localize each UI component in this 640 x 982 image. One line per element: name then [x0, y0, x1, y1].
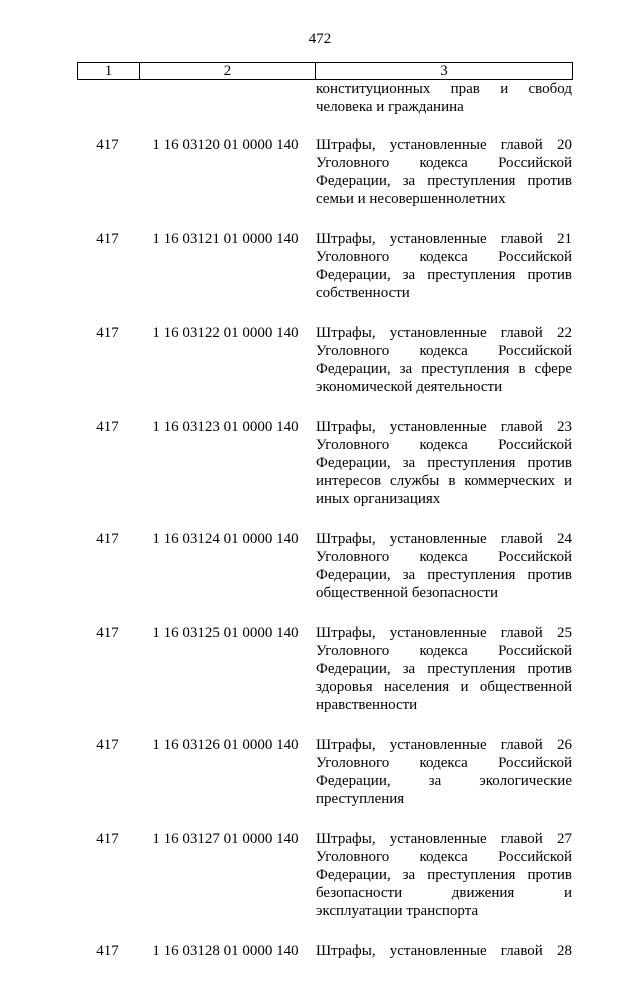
text-line: экономической деятельности — [316, 379, 503, 395]
text-line: эксплуатации транспорта — [316, 903, 479, 919]
kbk-code-cell: 1 16 03126 01 0000 140 — [152, 737, 299, 753]
word: Российской — [498, 155, 572, 171]
word: Российской — [498, 849, 572, 865]
admin-code-cell: 417 — [96, 531, 119, 547]
word: Федерации, — [316, 361, 391, 377]
text-line — [316, 230, 572, 248]
table-row — [77, 736, 573, 808]
word: за — [402, 173, 416, 189]
word: главой — [500, 231, 543, 247]
text-line — [316, 566, 572, 584]
word: Штрафы, — [316, 625, 376, 641]
description-cell — [316, 830, 572, 920]
continuation-text — [316, 80, 572, 116]
word: установленные — [389, 625, 487, 641]
admin-code-cell: 417 — [96, 737, 119, 753]
word: Уголовного — [316, 643, 390, 659]
text-line — [316, 866, 572, 884]
text-line — [316, 248, 572, 266]
word: установленные — [389, 419, 487, 435]
kbk-code-cell: 1 16 03124 01 0000 140 — [152, 531, 299, 547]
word: главой — [500, 137, 543, 153]
description-cell — [316, 530, 572, 602]
word: против — [527, 567, 572, 583]
word: 28 — [557, 943, 572, 959]
text-line — [316, 754, 572, 772]
column-header-3: 3 — [440, 63, 448, 79]
text-line — [316, 736, 572, 754]
table-row — [77, 418, 573, 508]
word: установленные — [389, 943, 487, 959]
word: конституционных — [316, 81, 431, 97]
word: главой — [500, 943, 543, 959]
word: в — [448, 473, 456, 489]
kbk-code-cell: 1 16 03125 01 0000 140 — [152, 625, 299, 641]
kbk-code-cell: 1 16 03123 01 0000 140 — [152, 419, 299, 435]
word: преступления — [427, 267, 516, 283]
kbk-code-cell: 1 16 03122 01 0000 140 — [152, 325, 299, 341]
word: 23 — [557, 419, 572, 435]
table-body — [77, 80, 573, 982]
text-line: преступления — [316, 791, 405, 807]
column-header-1: 1 — [78, 63, 140, 79]
table-row — [77, 830, 573, 920]
text-line — [316, 678, 572, 696]
word: против — [527, 267, 572, 283]
word: Штрафы, — [316, 737, 376, 753]
kbk-code-cell: 1 16 03121 01 0000 140 — [152, 231, 299, 247]
admin-code-cell: 417 — [96, 831, 119, 847]
text-line: человека и гражданина — [316, 99, 464, 115]
admin-code-cell: 417 — [96, 231, 119, 247]
text-line — [316, 642, 572, 660]
text-line — [316, 172, 572, 190]
word: прав — [450, 81, 480, 97]
word: за — [399, 361, 413, 377]
word: Уголовного — [316, 343, 390, 359]
word: Уголовного — [316, 155, 390, 171]
text-line — [316, 548, 572, 566]
word: кодекса — [419, 343, 468, 359]
word: Федерации, — [316, 867, 391, 883]
word: установленные — [389, 325, 487, 341]
word: Российской — [498, 549, 572, 565]
word: 20 — [557, 137, 572, 153]
word: 22 — [557, 325, 572, 341]
word: кодекса — [419, 155, 468, 171]
word: и — [563, 473, 572, 489]
word: в — [518, 361, 526, 377]
word: коммерческих — [464, 473, 555, 489]
word: Российской — [498, 643, 572, 659]
text-line: иных организациях — [316, 491, 441, 507]
text-line — [316, 342, 572, 360]
text-line — [316, 324, 572, 342]
word: Уголовного — [316, 549, 390, 565]
text-line — [316, 454, 572, 472]
word: Штрафы, — [316, 831, 376, 847]
admin-code-cell: 417 — [96, 625, 119, 641]
text-line: нравственности — [316, 697, 418, 713]
kbk-code-cell: 1 16 03120 01 0000 140 — [152, 137, 299, 153]
word: преступления — [427, 173, 516, 189]
text-line — [316, 660, 572, 678]
admin-code-cell: 417 — [96, 325, 119, 341]
description-cell — [316, 942, 572, 960]
word: преступления — [427, 455, 516, 471]
word: кодекса — [419, 643, 468, 659]
word: за — [402, 267, 416, 283]
word: главой — [500, 625, 543, 641]
text-line: собственности — [316, 285, 410, 301]
description-cell — [316, 324, 572, 396]
word: Уголовного — [316, 755, 390, 771]
word: населения — [383, 679, 450, 695]
word: движения — [451, 885, 515, 901]
word: Уголовного — [316, 849, 390, 865]
text-line — [316, 942, 572, 960]
text-line — [316, 848, 572, 866]
word: против — [527, 661, 572, 677]
word: Штрафы, — [316, 231, 376, 247]
word: установленные — [389, 831, 487, 847]
text-line — [316, 830, 572, 848]
text-line — [316, 624, 572, 642]
text-line — [316, 418, 572, 436]
word: против — [527, 173, 572, 189]
text-line — [316, 436, 572, 454]
text-line — [316, 154, 572, 172]
word: 21 — [557, 231, 572, 247]
table-row — [77, 942, 573, 960]
kbk-code-cell: 1 16 03128 01 0000 140 — [152, 943, 299, 959]
word: экологические — [479, 773, 572, 789]
text-line — [316, 266, 572, 284]
word: Федерации, — [316, 455, 391, 471]
word: кодекса — [419, 549, 468, 565]
description-cell — [316, 736, 572, 808]
word: Федерации, — [316, 267, 391, 283]
word: кодекса — [419, 755, 468, 771]
word: главой — [500, 325, 543, 341]
admin-code-cell: 417 — [96, 943, 119, 959]
description-cell — [316, 136, 572, 208]
word: Федерации, — [316, 173, 391, 189]
word: против — [527, 867, 572, 883]
word: главой — [500, 531, 543, 547]
word: Федерации, — [316, 661, 391, 677]
text-line — [316, 360, 572, 378]
word: Штрафы, — [316, 137, 376, 153]
word: Российской — [498, 249, 572, 265]
word: общественной — [479, 679, 572, 695]
text-line — [316, 80, 572, 98]
word: против — [527, 455, 572, 471]
word: Уголовного — [316, 249, 390, 265]
word: 25 — [557, 625, 572, 641]
word: и — [500, 81, 509, 97]
word: Штрафы, — [316, 531, 376, 547]
word: за — [402, 567, 416, 583]
word: Штрафы, — [316, 943, 376, 959]
word: сфере — [534, 361, 572, 377]
table-row — [77, 530, 573, 602]
word: безопасности — [316, 885, 403, 901]
word: установленные — [389, 137, 487, 153]
description-cell — [316, 418, 572, 508]
text-line — [316, 472, 572, 490]
word: преступления — [427, 567, 516, 583]
word: за — [402, 661, 416, 677]
table-row — [77, 136, 573, 208]
word: свобод — [528, 81, 572, 97]
word: и — [563, 885, 572, 901]
table-column-headers — [77, 62, 573, 80]
word: и — [460, 679, 469, 695]
admin-code-cell: 417 — [96, 419, 119, 435]
word: 26 — [557, 737, 572, 753]
word: главой — [500, 737, 543, 753]
word: Федерации, — [316, 773, 391, 789]
description-cell — [316, 624, 572, 714]
word: Российской — [498, 755, 572, 771]
continuation-row — [77, 80, 573, 116]
word: Федерации, — [316, 567, 391, 583]
word: главой — [500, 419, 543, 435]
text-line: общественной безопасности — [316, 585, 499, 601]
description-cell — [316, 230, 572, 302]
word: кодекса — [419, 437, 468, 453]
word: преступления — [427, 661, 516, 677]
word: преступления — [421, 361, 510, 377]
word: Уголовного — [316, 437, 390, 453]
word: здоровья — [316, 679, 373, 695]
column-header-2: 2 — [140, 63, 316, 79]
word: за — [402, 455, 416, 471]
word: за — [428, 773, 442, 789]
word: Российской — [498, 343, 572, 359]
kbk-code-cell: 1 16 03127 01 0000 140 — [152, 831, 299, 847]
word: 27 — [557, 831, 572, 847]
word: установленные — [389, 737, 487, 753]
text-line — [316, 884, 572, 902]
table-row — [77, 624, 573, 714]
word: за — [402, 867, 416, 883]
word: установленные — [389, 531, 487, 547]
word: интересов — [316, 473, 382, 489]
admin-code-cell: 417 — [96, 137, 119, 153]
word: кодекса — [419, 249, 468, 265]
table-row — [77, 230, 573, 302]
word: главой — [500, 831, 543, 847]
table-row — [77, 324, 573, 396]
text-line — [316, 530, 572, 548]
word: 24 — [557, 531, 572, 547]
word: Российской — [498, 437, 572, 453]
word: кодекса — [419, 849, 468, 865]
word: Штрафы, — [316, 419, 376, 435]
word: службы — [390, 473, 440, 489]
word: преступления — [427, 867, 516, 883]
word: установленные — [389, 231, 487, 247]
page-number: 472 — [308, 31, 332, 47]
word: Штрафы, — [316, 325, 376, 341]
text-line — [316, 136, 572, 154]
text-line — [316, 772, 572, 790]
text-line: семьи и несовершеннолетних — [316, 191, 506, 207]
